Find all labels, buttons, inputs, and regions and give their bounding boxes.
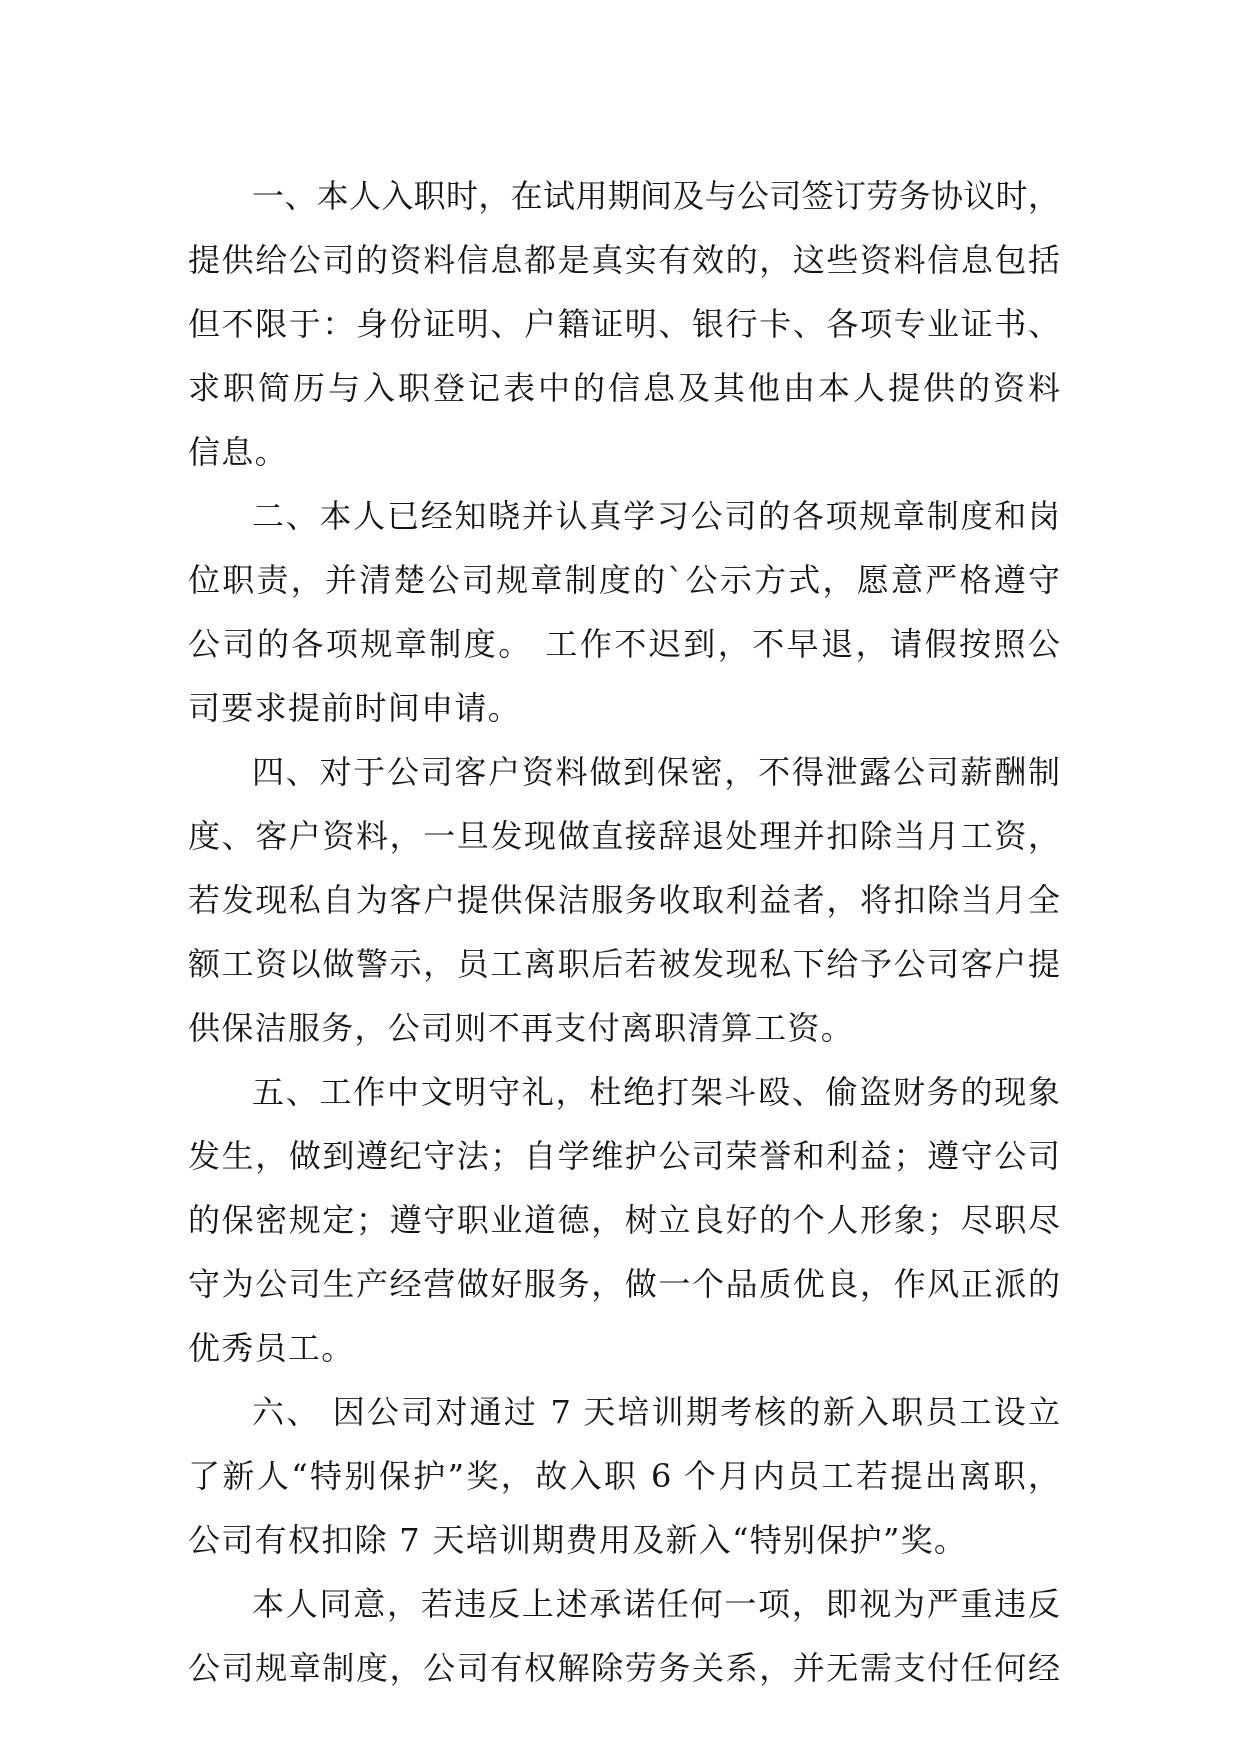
text-line: 四、对于公司客户资料做到保密，不得泄露公司薪酬制 xyxy=(252,753,1060,791)
text-line: 求职简历与入职登记表中的信息及其他由本人提供的资料 xyxy=(188,369,1060,407)
text-line: 但不限于：身份证明、户籍证明、银行卡、各项专业证书、 xyxy=(188,305,1060,343)
text-line: 了新人“特别保护”奖，故入职 6 个月内员工若提出离职， xyxy=(188,1457,1060,1495)
text-line: 公司有权扣除 7 天培训期费用及新入“特别保护”奖。 xyxy=(188,1521,968,1559)
text-line: 位职责，并清楚公司规章制度的`公示方式，愿意严格遵守 xyxy=(188,561,1060,599)
text-line: 一、本人入职时，在试用期间及与公司签订劳务协议时， xyxy=(252,177,1060,215)
text-line: 司要求提前时间申请。 xyxy=(188,689,522,727)
text-line: 优秀员工。 xyxy=(188,1329,355,1367)
paragraph-clause-1 xyxy=(188,164,1060,484)
document-body xyxy=(188,164,1060,1700)
paragraph-clause-4 xyxy=(188,740,1060,1060)
text-line: 六、 因公司对通过 7 天培训期考核的新入职员工设立 xyxy=(252,1393,1060,1431)
text-line: 信息。 xyxy=(188,433,288,471)
text-line: 守为公司生产经营做好服务，做一个品质优良，作风正派的 xyxy=(188,1265,1060,1303)
text-line: 度、客户资料，一旦发现做直接辞退处理并扣除当月工资， xyxy=(188,817,1060,855)
text-line: 额工资以做警示，员工离职后若被发现私下给予公司客户提 xyxy=(188,945,1060,983)
paragraph-clause-5 xyxy=(188,1060,1060,1380)
paragraph-agreement xyxy=(188,1572,1060,1700)
text-line: 提供给公司的资料信息都是真实有效的，这些资料信息包括 xyxy=(188,241,1060,279)
text-line: 五、工作中文明守礼，杜绝打架斗殴、偷盗财务的现象 xyxy=(252,1073,1060,1111)
text-line: 公司的各项规章制度。 工作不迟到，不早退，请假按照公 xyxy=(188,625,1060,663)
paragraph-clause-2 xyxy=(188,484,1060,740)
text-line: 本人同意，若违反上述承诺任何一项，即视为严重违反 xyxy=(252,1585,1060,1623)
text-line: 公司规章制度，公司有权解除劳务关系，并无需支付任何经 xyxy=(188,1649,1060,1687)
text-line: 的保密规定；遵守职业道德，树立良好的个人形象；尽职尽 xyxy=(188,1201,1060,1239)
text-line: 发生，做到遵纪守法；自学维护公司荣誉和利益；遵守公司 xyxy=(188,1137,1060,1175)
text-line: 二、本人已经知晓并认真学习公司的各项规章制度和岗 xyxy=(252,497,1060,535)
text-line: 若发现私自为客户提供保洁服务收取利益者，将扣除当月全 xyxy=(188,881,1060,919)
text-line: 供保洁服务，公司则不再支付离职清算工资。 xyxy=(188,1009,855,1047)
paragraph-clause-6 xyxy=(188,1380,1060,1572)
